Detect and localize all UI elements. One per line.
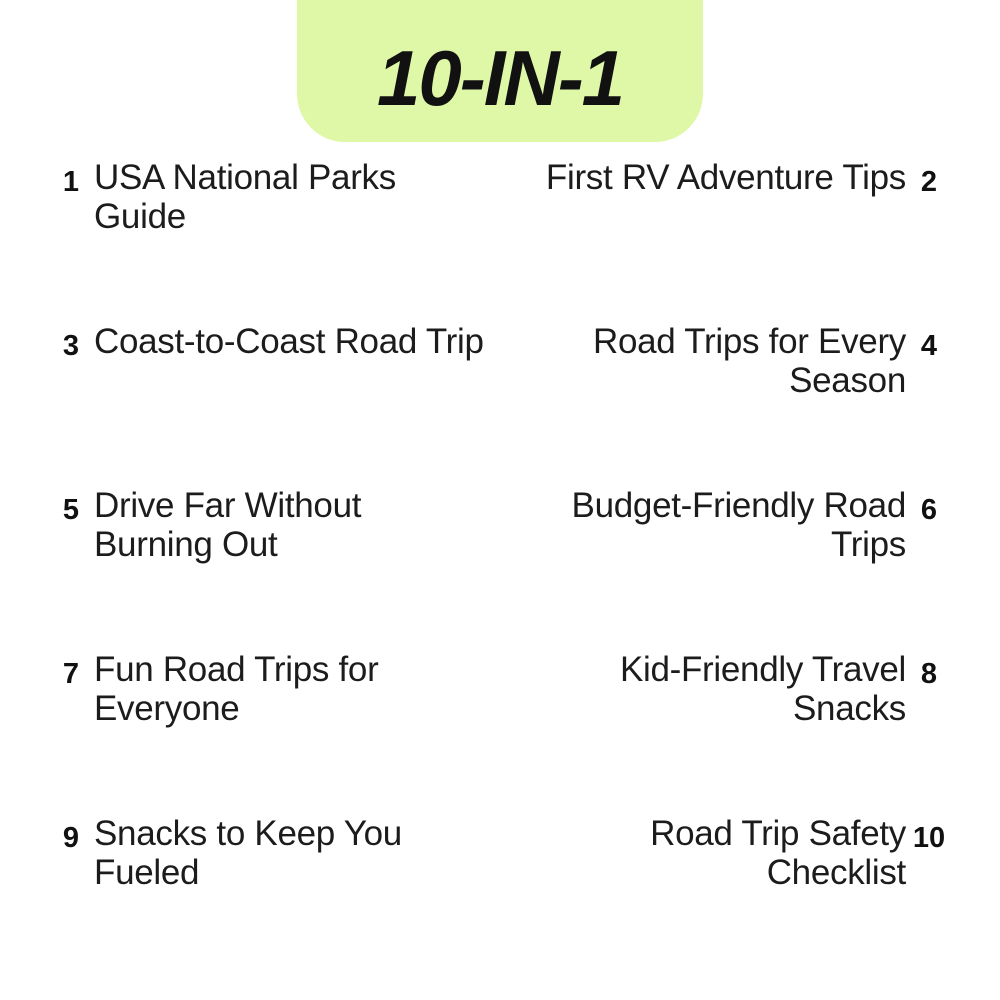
list-item-label: Budget-Friendly Road Trips [571,486,906,565]
list-item[interactable] [500,478,1000,642]
list-item-number: 4 [920,330,938,362]
list-item[interactable] [0,642,500,806]
list-item-label: Kid-Friendly Travel Snacks [619,650,906,729]
list-item-number: 3 [62,330,80,362]
list-item[interactable] [500,314,1000,478]
page-title: 10-IN-1 [376,33,624,122]
list-item[interactable] [0,806,500,970]
list-item-label: Fun Road Trips for Everyone [94,650,379,729]
list-item-number: 8 [920,658,938,690]
list-item[interactable] [0,150,500,314]
list-item[interactable] [500,642,1000,806]
list-item-label: USA National Parks Guide [94,158,396,237]
list-item-label: Coast-to-Coast Road Trip [94,322,484,361]
topic-list [0,150,1000,970]
list-item[interactable] [500,806,1000,970]
list-item-label: Drive Far Without Burning Out [94,486,362,565]
list-item-label: Road Trips for Every Season [593,322,906,401]
list-item-label: First RV Adventure Tips [545,158,906,197]
list-item-number: 2 [920,166,938,198]
list-item-number: 10 [912,822,946,854]
list-item-label: Road Trip Safety Checklist [650,814,906,893]
list-item-number: 9 [62,822,80,854]
list-item-label: Snacks to Keep You Fueled [94,814,402,893]
list-item-number: 1 [62,166,80,198]
list-item[interactable] [500,150,1000,314]
list-item-number: 5 [62,494,80,526]
list-item-number: 7 [62,658,80,690]
title-banner [297,0,703,142]
list-item[interactable] [0,314,500,478]
list-item-number: 6 [920,494,938,526]
list-item[interactable] [0,478,500,642]
